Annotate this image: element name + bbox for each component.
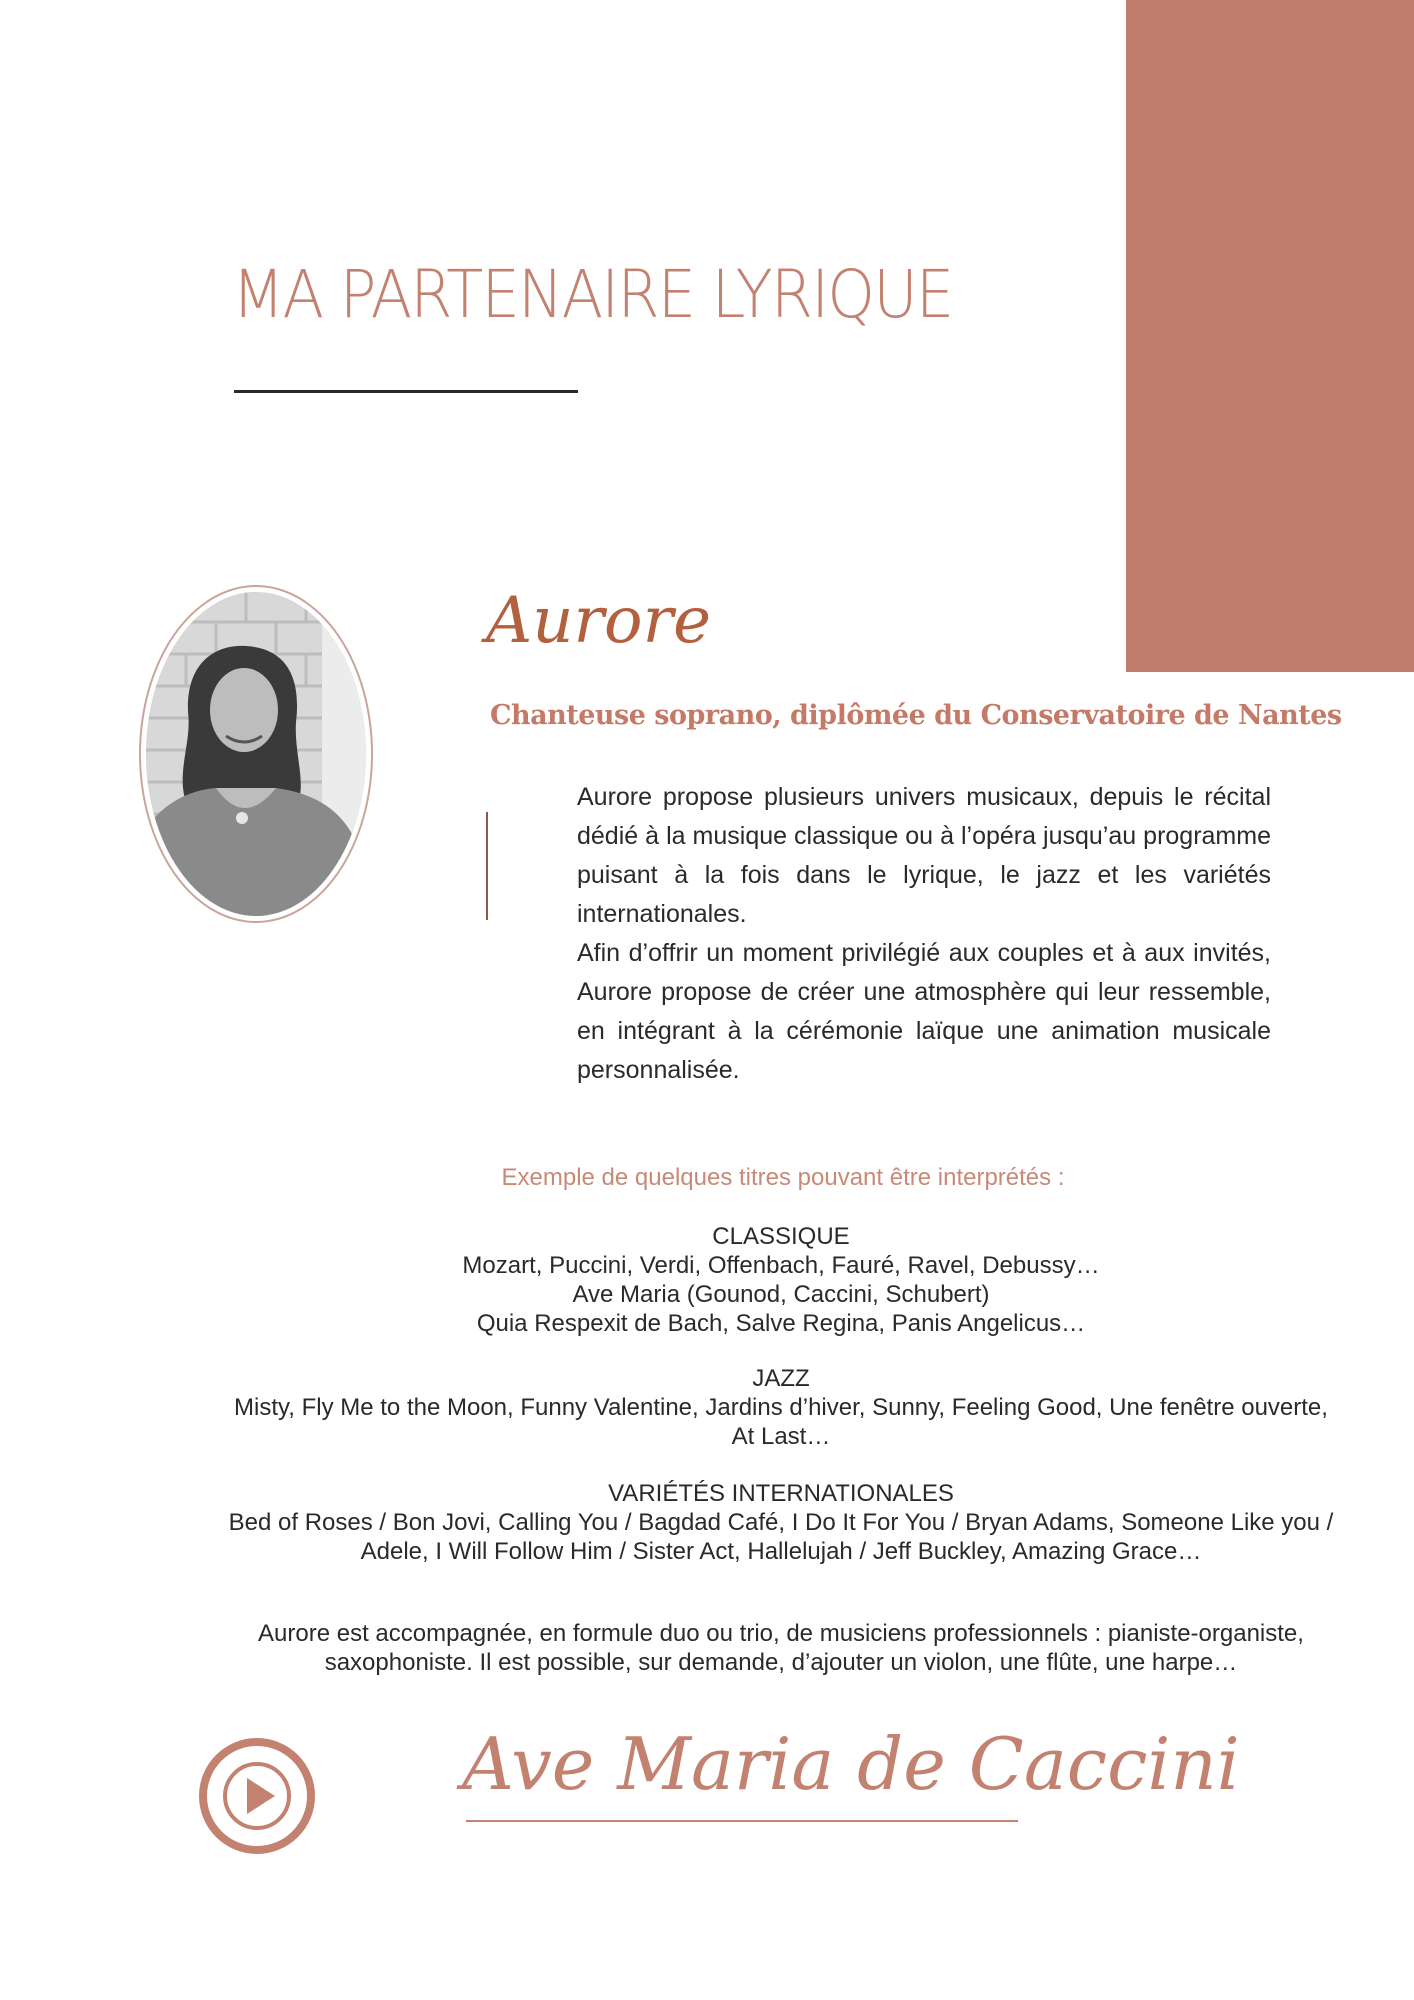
singer-name: Aurore <box>486 584 712 658</box>
page-title: MA PARTENAIRE LYRIQUE <box>232 256 953 333</box>
section-heading: JAZZ <box>752 1365 810 1392</box>
bio-text <box>577 778 1271 1090</box>
repertoire-section-jazz <box>150 1364 1412 1451</box>
section-heading: VARIÉTÉS INTERNATIONALES <box>608 1480 954 1507</box>
accompaniment-line: saxophoniste. Il est possible, sur demande, d’ajouter un violon, une flûte, une harpe… <box>324 1649 1238 1676</box>
play-icon <box>207 1746 307 1846</box>
section-line: Misty, Fly Me to the Moon, Funny Valentine, Jardins d’hiver, Sunny, Feeling Good, Une fenêtre ouverte, <box>234 1394 1328 1421</box>
section-heading: CLASSIQUE <box>712 1223 850 1250</box>
audio-title-underline <box>466 1820 1018 1822</box>
audio-title-link[interactable]: Ave Maria de Caccini <box>462 1722 1240 1806</box>
repertoire-section-varietes <box>150 1479 1412 1566</box>
accompaniment-line: Aurore est accompagnée, en formule duo ou trio, de musiciens professionnels : pianiste-organiste, <box>258 1620 1304 1647</box>
repertoire-intro: Exemple de quelques titres pouvant être interprétés : <box>501 1164 1065 1191</box>
section-line: Quia Respexit de Bach, Salve Regina, Panis Angelicus… <box>476 1310 1086 1337</box>
repertoire-section-classique <box>150 1222 1412 1338</box>
section-line: Ave Maria (Gounod, Caccini, Schubert) <box>572 1281 990 1308</box>
vertical-divider <box>486 812 488 920</box>
singer-subtitle: Chanteuse soprano, diplômée du Conservatoire de Nantes <box>490 700 1342 731</box>
section-line: Adele, I Will Follow Him / Sister Act, Hallelujah / Jeff Buckley, Amazing Grace… <box>360 1538 1202 1565</box>
accent-block <box>1126 0 1414 672</box>
section-line: Bed of Roses / Bon Jovi, Calling You / Bagdad Café, I Do It For You / Bryan Adams, Someone Like you / <box>228 1509 1334 1536</box>
play-button[interactable] <box>199 1738 315 1854</box>
section-line: At Last… <box>731 1423 831 1450</box>
bio-paragraph-1: Aurore propose plusieurs univers musicaux, depuis le récital dédié à la musique classique ou à l’opéra jusqu’au programme puisant à la fois dans le lyrique, le jazz et les variétés internationales. <box>577 783 1271 928</box>
section-line: Mozart, Puccini, Verdi, Offenbach, Fauré, Ravel, Debussy… <box>462 1252 1100 1279</box>
portrait-photo <box>146 592 366 916</box>
title-underline <box>234 390 578 393</box>
bio-paragraph-2: Afin d’offrir un moment privilégié aux couples et à aux invités, Aurore propose de créer une atmosphère qui leur ressemble, en intégrant à la cérémonie laïque une animation musicale personnalisée. <box>577 939 1271 1084</box>
accompaniment-text <box>150 1619 1412 1677</box>
